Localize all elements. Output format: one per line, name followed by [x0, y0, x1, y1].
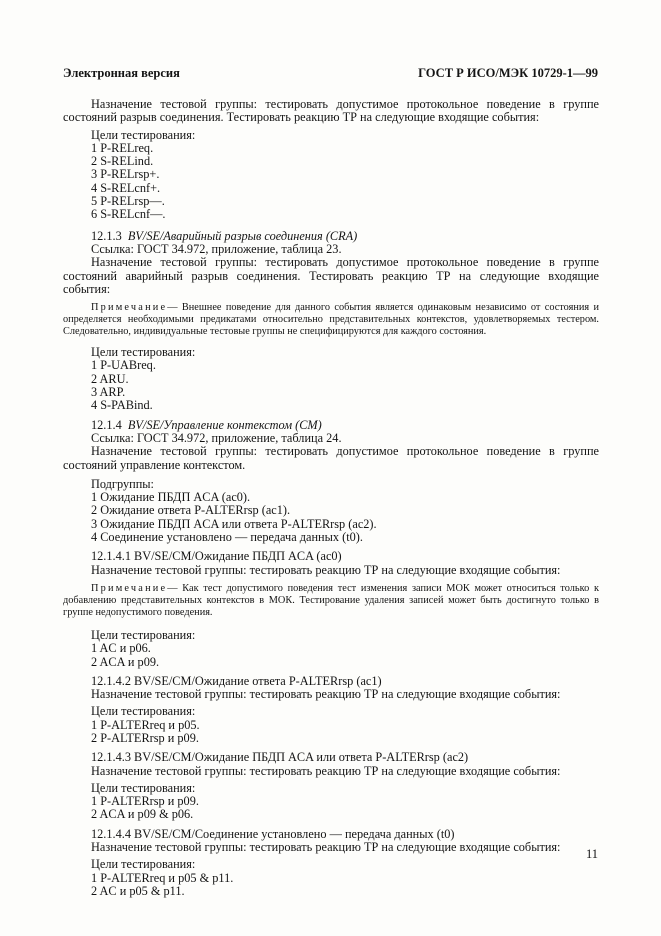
goals-label: Цели тестирования:: [91, 345, 196, 360]
reference-line: Ссылка: ГОСТ 34.972, приложение, таблица 23.: [91, 241, 342, 256]
list-item: 3 P-RELrsp+.: [91, 167, 160, 182]
subsection-paragraph: Назначение тестовой группы: тестировать реакцию ТР на следующие входящие события:: [91, 840, 561, 855]
list-item: 1 AC и p06.: [91, 641, 151, 656]
section-number: 12.1.4: [91, 417, 122, 432]
list-item: 1 Ожидание ПБДП ACA (ac0).: [91, 490, 251, 505]
subsection-heading: 12.1.4.1 BV/SE/CM/Ожидание ПБДП ACA (ac0): [91, 549, 342, 564]
goals-label: Цели тестирования:: [91, 704, 196, 719]
note-label: Примечание: [91, 302, 168, 314]
subsection-heading: 12.1.4.4 BV/SE/CM/Соединение установлено — передача данных (t0): [91, 826, 455, 841]
section-number: 12.1.3: [91, 228, 122, 243]
list-item: 5 P-RELrsp—.: [91, 194, 165, 209]
list-item: 2 ARU.: [91, 371, 129, 386]
section-title: BV/SE/Аварийный разрыв соединения (CRA): [127, 228, 358, 243]
list-item: 1 P-ALTERreq и p05.: [91, 717, 200, 732]
reference-line: Ссылка: ГОСТ 34.972, приложение, таблица 24.: [91, 430, 342, 445]
subsection-paragraph: Назначение тестовой группы: тестировать реакцию ТР на следующие входящие события:: [91, 763, 561, 778]
header-standard-number: ГОСТ Р ИСО/МЭК 10729-1—99: [418, 66, 598, 80]
subsection-paragraph: Назначение тестовой группы: тестировать реакцию ТР на следующие входящие события:: [91, 687, 561, 702]
intro-paragraph: Назначение тестовой группы: тестировать допустимое протокольное поведение в группе состояний разрыв соединения. Тестировать реакцию ТР на следующие входящие события:: [63, 97, 599, 125]
note-text: — Внешнее поведение для данного события является одинаковым независимо от состояния и определяется необходимыми предикатами относительно представительных контекстов, удовлетворяемых тестером. Следовательно, индивидуальные тестовые группы не специфицируются для каждого состояния.: [63, 302, 599, 338]
section-heading: [63, 419, 599, 432]
list-item: 3 Ожидание ПБДП ACA или ответа P-ALTERrsp (ac2).: [91, 516, 377, 531]
list-item: 1 P-ALTERreq и p05 & p11.: [91, 870, 234, 885]
list-item: 2 ACA и p09 & p06.: [91, 807, 194, 822]
goals-label: Цели тестирования:: [91, 780, 196, 795]
list-item: 2 P-ALTERrsp и p09.: [91, 730, 199, 745]
list-item: 4 Соединение установлено — передача данных (t0).: [91, 530, 363, 545]
list-item: 1 P-UABreq.: [91, 358, 156, 373]
list-item: 1 P-ALTERrsp и p09.: [91, 794, 199, 809]
page-body: [63, 98, 599, 898]
page-number: 11: [585, 847, 598, 861]
list-item: 3 ARP.: [91, 385, 126, 400]
list-item: 2 Ожидание ответа P-ALTERrsp (ac1).: [91, 503, 291, 518]
subgroups-label: Подгруппы:: [91, 476, 154, 491]
list-item: 6 S-RELcnf—.: [91, 207, 166, 222]
list-item: 4 S-RELcnf+.: [91, 180, 161, 195]
note-paragraph: [63, 302, 599, 338]
header-edition-label: Электронная версия: [63, 66, 180, 80]
goals-label: Цели тестирования:: [91, 857, 196, 872]
list-item: 2 ACA и p09.: [91, 654, 160, 669]
section-heading: [63, 230, 599, 243]
goals-label: Цели тестирования:: [91, 127, 196, 142]
list-item: 2 AC и p05 & p11.: [91, 883, 185, 898]
list-item: 2 S-RELind.: [91, 154, 154, 169]
list-item: 1 P-RELreq.: [91, 140, 154, 155]
section-paragraph: Назначение тестовой группы: тестировать допустимое протокольное поведение в группе состояний аварийный разрыв соединения. Тестировать реакцию ТР на следующие входящие события:: [63, 255, 599, 296]
note-paragraph: [63, 583, 599, 619]
note-label: Примечание: [91, 582, 168, 594]
section-title: BV/SE/Управление контекстом (CM): [127, 417, 322, 432]
note-text: — Как тест допустимого поведения тест изменения записи МОК может относиться только к добавлению представительных контекстов в МОК. Тестирование удаления записей может быть достигнуто только в группе недопустимого поведения.: [63, 582, 599, 618]
goals-label: Цели тестирования:: [91, 627, 196, 642]
list-item: 4 S-PABind.: [91, 398, 153, 413]
subsection-heading: 12.1.4.3 BV/SE/CM/Ожидание ПБДП ACA или ответа P-ALTERrsp (ac2): [91, 750, 469, 765]
section-paragraph: Назначение тестовой группы: тестировать допустимое протокольное поведение в группе состояний управление контекстом.: [63, 444, 599, 472]
subsection-heading: 12.1.4.2 BV/SE/CM/Ожидание ответа P-ALTERrsp (ac1): [91, 673, 382, 688]
subsection-paragraph: Назначение тестовой группы: тестировать реакцию ТР на следующие входящие события:: [91, 562, 561, 577]
